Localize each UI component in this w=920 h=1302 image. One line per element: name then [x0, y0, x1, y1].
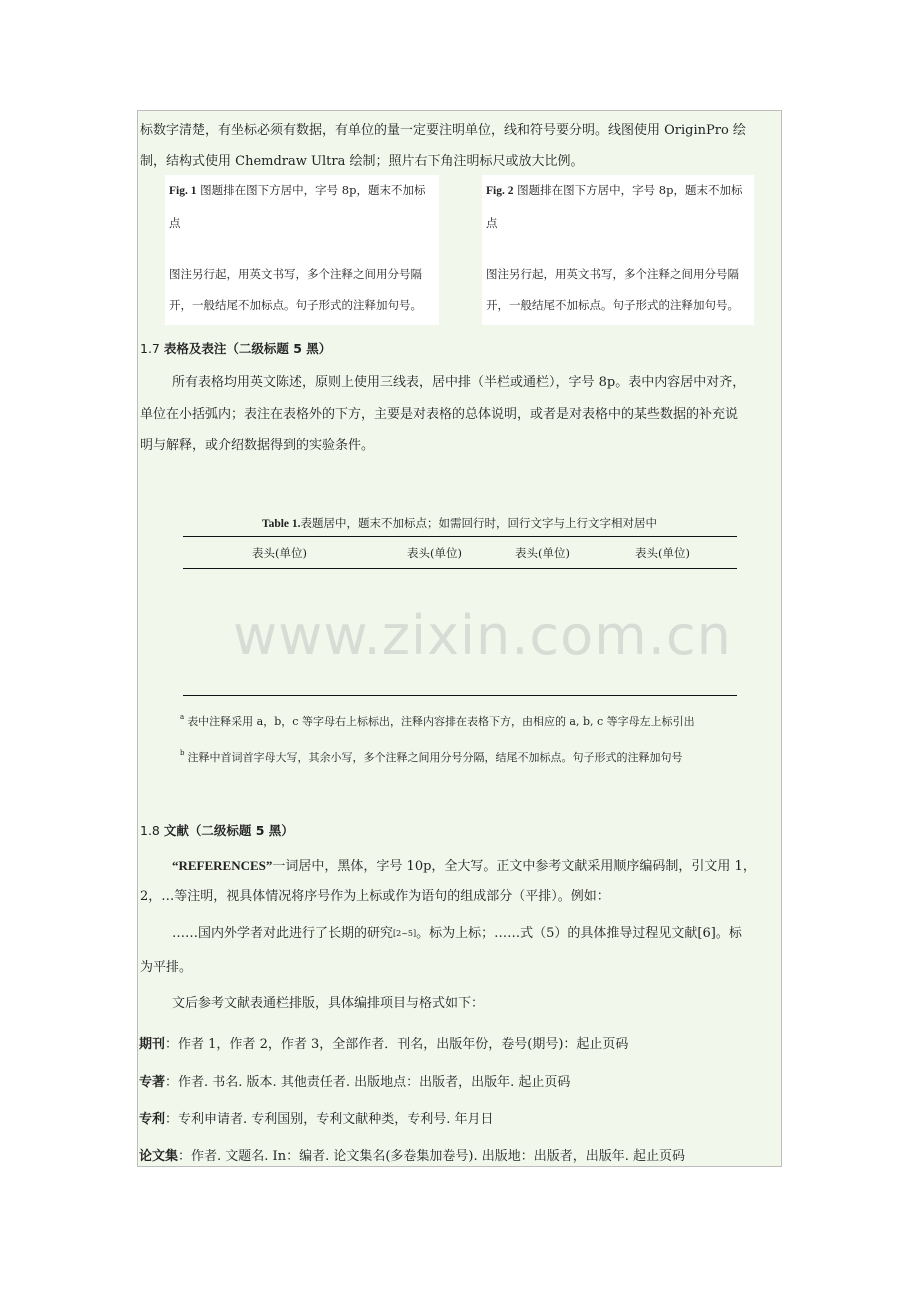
section-1-7-heading: 1.7 表格及表注（二级标题 5 黑）: [140, 341, 332, 356]
table-header-3: 表头(单位): [515, 546, 570, 560]
section-1-8-paragraph-3: ……国内外学者对此进行了长期的研究[2~5]。标为上标；……式（5）的具体推导过程见文献[6]。标: [172, 926, 742, 941]
table-header-1: 表头(单位): [252, 546, 307, 560]
figure-1-note-2: 开，一般结尾不加标点。句子形式的注释加句号。: [169, 298, 422, 312]
table-note-b: $^b$ 注释中首词首字母大写，其余小写，多个注释之间用分号分隔，结尾不加标点。句子形式的注释加句号: [180, 749, 683, 764]
table-caption-label: Table 1.: [261, 518, 301, 530]
figure-2-note-1: 图注另行起，用英文书写，多个注释之间用分号隔: [486, 267, 739, 281]
figure-2-caption: [486, 183, 742, 198]
reference-format-patent: 专利：专利申请者. 专利国别，专利文献种类，专利号. 年月日: [139, 1112, 494, 1127]
reference-format-journal: 期刊：作者 1，作者 2，作者 3，全部作者．刊名，出版年份，卷号(期号)：起止页码: [139, 1037, 629, 1052]
table-header-4: 表头(单位): [635, 546, 690, 560]
section-1-8-heading: 1.8 文献（二级标题 5 黑）: [140, 823, 294, 838]
figure-1-note-1: 图注另行起，用英文书写，多个注释之间用分号隔: [169, 267, 422, 281]
section-1-8-paragraph-1: “REFERENCES”一词居中，黑体，字号 10p，全大写。正文中参考文献采用顺序编码制，引文用 1，: [172, 858, 756, 874]
section-1-8-paragraph-2: 2，…等注明，视具体情况将序号作为上标或作为语句的组成部分（平排）。例如：: [140, 889, 610, 904]
section-1-8-paragraph-4: 为平排。: [140, 960, 193, 975]
citation-superscript: [2~5]: [393, 929, 417, 938]
figure-2-note-2: 开，一般结尾不加标点。句子形式的注释加句号。: [486, 298, 739, 312]
table-top-rule: [183, 536, 737, 537]
table-note-a: $^a$ 表中注释采用 a，b，c 等字母右上标标出，注释内容排在表格下方，由相应的 a, b, c 等字母左上标引出: [180, 713, 695, 728]
table-caption: [138, 515, 781, 531]
section-1-7-paragraph-3: 明与解释，或介绍数据得到的实验条件。: [140, 438, 375, 453]
figure-2-caption-text: 图题排在图下方居中，字号 8p，题末不加标: [513, 183, 743, 197]
figure-1-placeholder: [165, 175, 439, 325]
section-1-7-paragraph-2: 单位在小括弧内；表注在表格外的下方，主要是对表格的总体说明，或者是对表格中的某些数据的补充说: [140, 407, 739, 422]
table-mid-rule: [183, 568, 737, 569]
figure-1-caption: [169, 183, 425, 198]
reference-format-proceedings: 论文集：作者. 文题名. In：编者. 论文集名(多卷集加卷号). 出版地：出版者，出版年. 起止页码: [139, 1149, 686, 1164]
figure-2-label: Fig. 2: [486, 185, 514, 197]
figure-2-placeholder: [482, 175, 754, 325]
figure-1-caption-text: 图题排在图下方居中，字号 8p，题末不加标: [196, 183, 426, 197]
table-bottom-rule: [183, 695, 737, 696]
figure-2-caption-cont: 点: [486, 216, 498, 230]
intro-line-1: 标数字清楚，有坐标必须有数据，有单位的量一定要注明单位，线和符号要分明。线图使用 OriginPro 绘: [140, 123, 746, 138]
reference-format-monograph: 专著：作者. 书名. 版本. 其他责任者. 出版地点：出版者，出版年. 起止页码: [139, 1075, 571, 1090]
intro-line-2: 制，结构式使用 Chemdraw Ultra 绘制；照片右下角注明标尺或放大比例。: [140, 154, 584, 169]
table-caption-text: 表题居中，题末不加标点；如需回行时，回行文字与上行文字相对居中: [300, 516, 658, 530]
figure-1-label: Fig. 1: [169, 185, 197, 197]
section-1-8-paragraph-5: 文后参考文献表通栏排版，具体编排项目与格式如下：: [172, 996, 485, 1011]
figure-1-caption-cont: 点: [169, 216, 181, 230]
section-1-7-paragraph-1: 所有表格均用英文陈述，原则上使用三线表，居中排（半栏或通栏），字号 8p。表中内容居中对齐，: [172, 375, 746, 390]
table-header-2: 表头(单位): [407, 546, 462, 560]
site-watermark: www.zixin.com.cn: [233, 604, 732, 667]
